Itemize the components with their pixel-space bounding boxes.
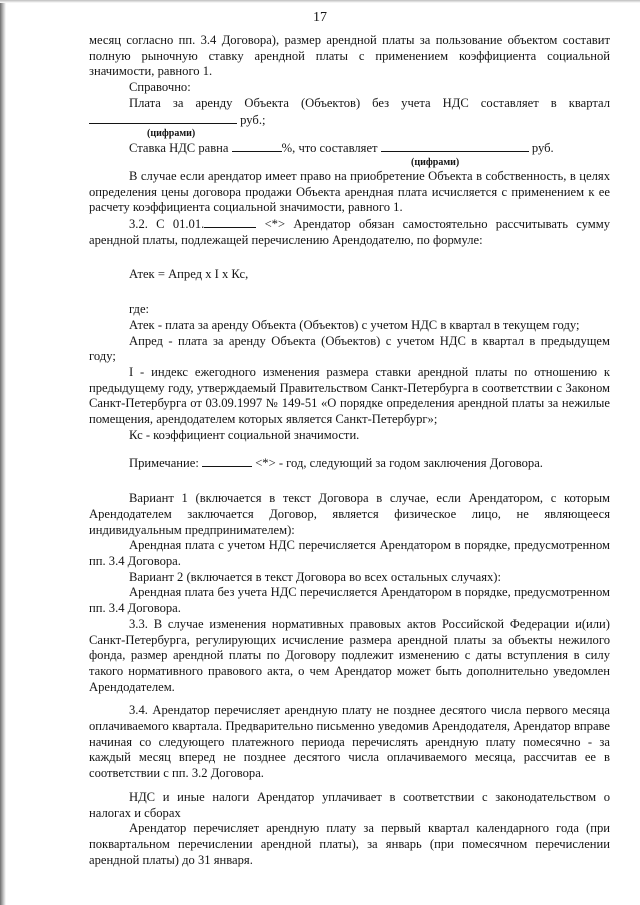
variant-1-text: Арендная плата с учетом НДС перечисляется Арендатором в порядке, предусмотренном пп. 3.4 Договора. <box>89 538 610 568</box>
vat-amount-label: %, что составляет <box>281 141 378 156</box>
document-body <box>89 33 610 868</box>
vat-rate-blank <box>232 140 282 152</box>
definition-atek: Атек - плата за аренду Объекта (Объектов) с учетом НДС в квартал в текущем году; <box>129 317 580 332</box>
clause-3-2-rest: <*> Арендатор обязан самостоятельно рассчитывать сумму арендной платы, подлежащей перечислению Арендодателю, по формуле: <box>89 217 610 247</box>
hint-in-figures-2: (цифрами) <box>411 156 460 168</box>
note-text: <*> - год, следующий за годом заключения Договора. <box>255 456 543 471</box>
variant-1-heading: Вариант 1 (включается в текст Договора в случае, если Арендатором, с которым Арендодателем заключается Договор, является физическое лицо, не являющееся индивидуальным предпринимателем): <box>89 491 610 537</box>
variant-2-text: Арендная плата без учета НДС перечисляется Арендатором в порядке, предусмотренном пп. 3.4 Договора. <box>89 585 610 616</box>
vat-amount-blank <box>381 140 529 152</box>
note-year-blank <box>202 455 252 467</box>
page-number: 17 <box>313 10 327 25</box>
variant-2-heading: Вариант 2 (включается в текст Договора во всех остальных случаях): <box>129 569 501 584</box>
note-label: Примечание: <box>129 456 199 471</box>
paragraph-3-3: 3.3. В случае изменения нормативных правовых актов Российской Федерации и(или) Санкт-Петербурга, регулирующих исчисление размера арендной платы за объекты нежилого фонда, размер арендной платы по Договору подлежит изменению с даты вступления в силу такого нормативного правового акта, о чем Арендатор может быть дополнительно уведомлен Арендодателем. <box>89 616 610 694</box>
scan-left-edge <box>0 0 6 905</box>
definition-index: I - индекс ежегодного изменения размера ставки арендной платы по отношению к предыдущему году, утверждаемый Правительством Санкт-Петербурга в соответствии с Законом Санкт-Петербурга от 03.09.1997 № 149-51 «О порядке определения арендной платы за нежилые помещения, арендодателем которых является Санкт-Петербург»; <box>89 364 610 427</box>
paragraph-taxes: НДС и иные налоги Арендатор уплачивает в соответствии с законодательством о налогах и сборах <box>89 789 610 820</box>
paragraph-3-4: 3.4. Арендатор перечисляет арендную плату не позднее десятого числа первого месяца оплачиваемого квартала. Предварительно письменно уведомив Арендодателя, Арендатор вправе начиная со следующего платежного периода перечислять арендную плату помесячно - за каждый месяц вперед не позднее десятого числа оплачиваемого месяца, рассчитав ее в соответствии с пп. 3.2 Договора. <box>89 703 610 781</box>
vat-amount-suffix: руб. <box>531 141 554 156</box>
hint-in-figures-1: (цифрами) <box>147 128 196 140</box>
paragraph-rent-continuation: месяц согласно пп. 3.4 Договора), размер арендной платы за пользование объектом составит полную рыночную ставку арендной платы с применением коэффициента социальной значимости, равного 1. <box>89 33 610 79</box>
vat-rate-line <box>89 140 610 157</box>
paragraph-3-2 <box>89 216 610 248</box>
vat-rate-label: Ставка НДС равна <box>129 141 229 156</box>
rent-amount-suffix: руб.; <box>240 112 266 127</box>
scan-top-edge <box>0 0 640 3</box>
clause-3-2-start: 3.2. С 01.01. <box>129 217 205 232</box>
rent-amount-blank <box>89 112 237 124</box>
year-blank <box>204 216 256 228</box>
paragraph-rent-per-quarter: Плата за аренду Объекта (Объектов) без учета НДС составляет в квартал <box>129 95 610 110</box>
formula-where: где: <box>129 302 150 317</box>
rent-formula: Атек = Апред х I х Кс, <box>129 267 249 282</box>
paragraph-purchase-right: В случае если арендатор имеет право на приобретение Объекта в собственность, в целях определения цены договора продажи Объекта арендная плата исчисляется с применением к ее расчету коэффициента социальной значимости, равного 1. <box>89 168 610 215</box>
definition-coefficient: Кс - коэффициент социальной значимости. <box>129 427 360 442</box>
note-line <box>89 455 610 472</box>
definition-apred: Апред - плата за аренду Объекта (Объектов) с учетом НДС в квартал в предыдущем году; <box>89 333 610 364</box>
paragraph-first-quarter: Арендатор перечисляет арендную плату за первый квартал календарного года (при поквартальном перечислении арендной платы), за январь (при помесячном перечислении арендной платы) до 31 января. <box>89 821 610 867</box>
reference-heading: Справочно: <box>129 80 191 95</box>
rent-amount-line <box>89 112 610 129</box>
